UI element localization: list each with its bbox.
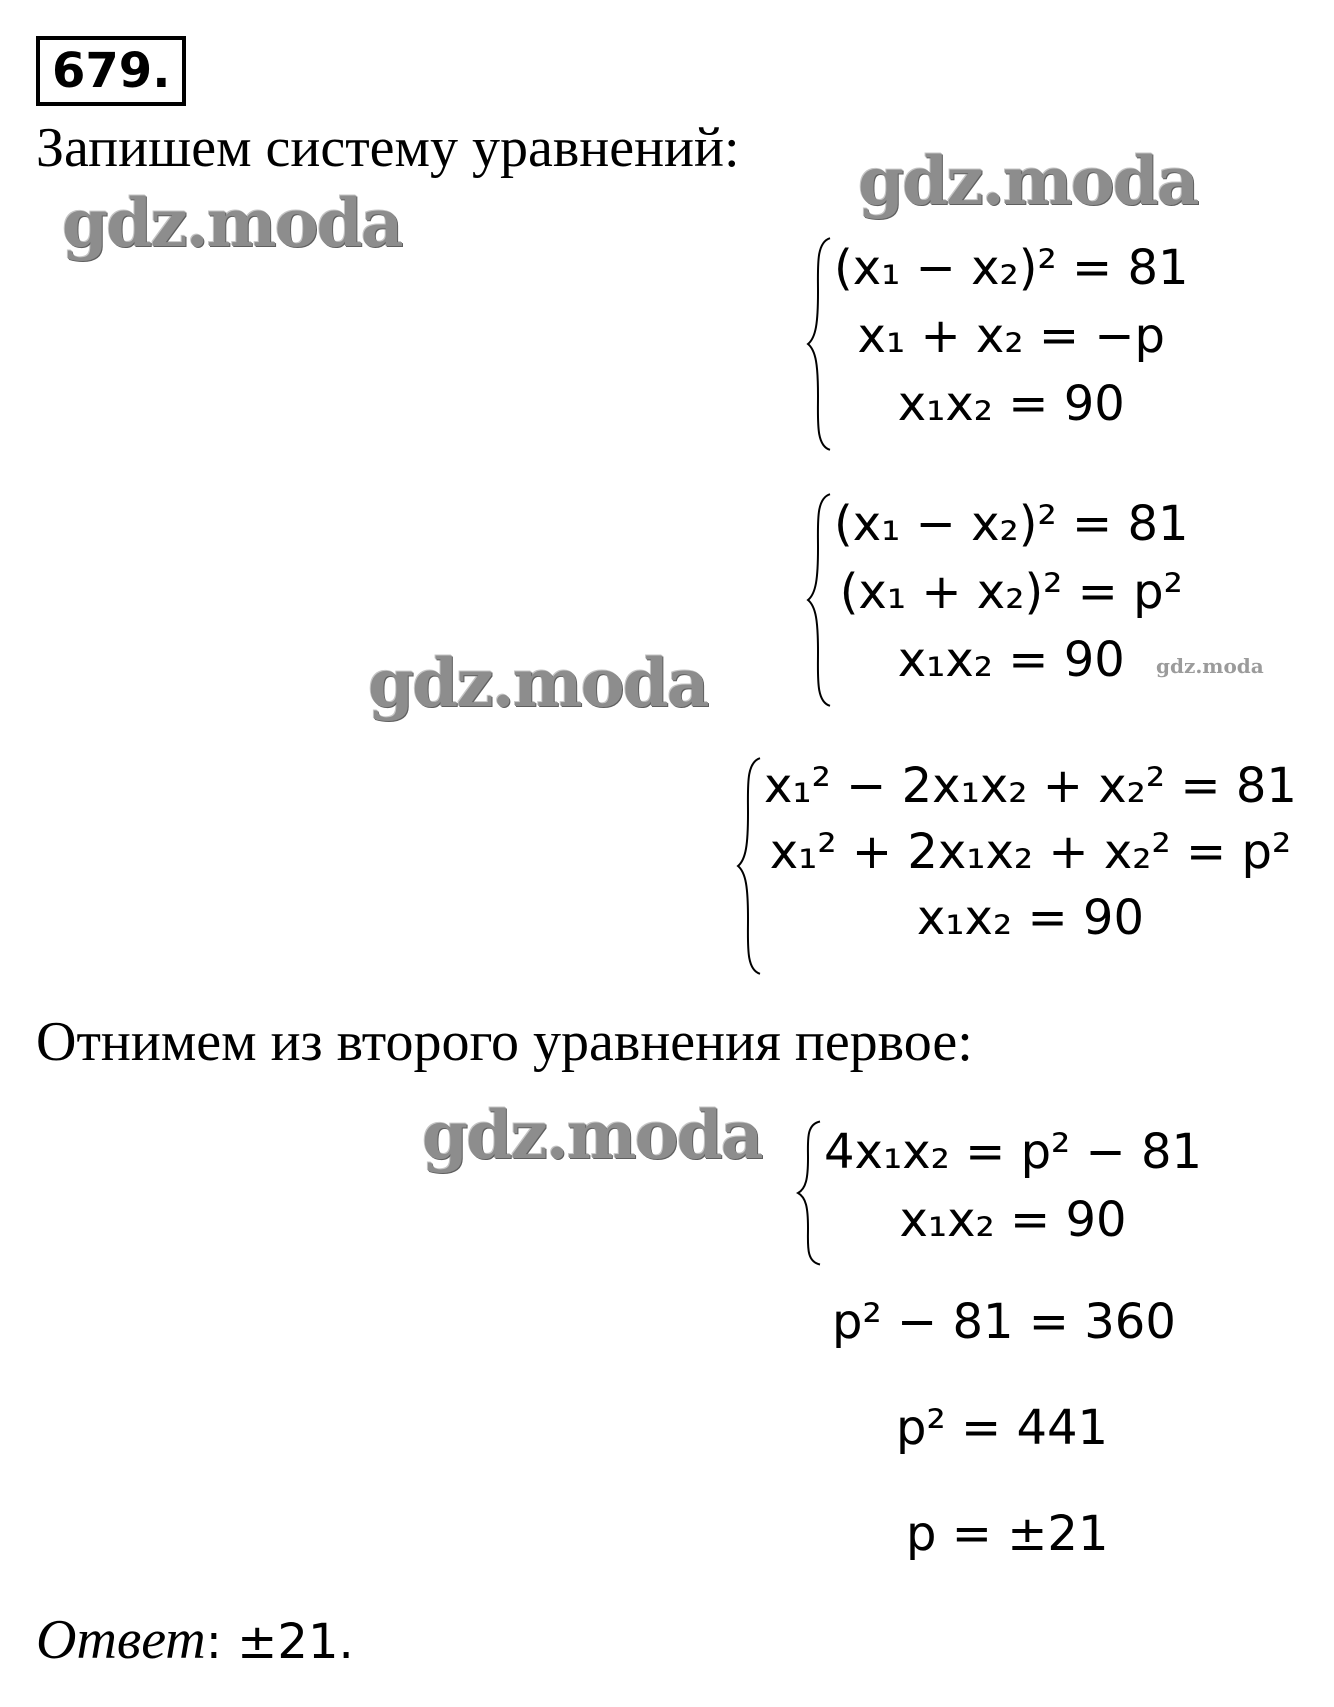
brace-icon xyxy=(806,492,834,708)
brace-icon xyxy=(736,756,764,976)
equation: x₁² + 2x₁x₂ + x₂² = p² xyxy=(769,824,1292,880)
equation: x₁² − 2x₁x₂ + x₂² = 81 xyxy=(764,758,1297,814)
brace-icon xyxy=(796,1120,824,1266)
watermark: gdz.moda xyxy=(858,142,1198,220)
equation: (x₁ − x₂)² = 81 xyxy=(834,496,1189,552)
step-text: Отнимем из второго уравнения первое: xyxy=(36,1011,973,1073)
answer-value: : ±21. xyxy=(205,1614,354,1670)
equation-system-1 xyxy=(806,236,1189,452)
brace-icon xyxy=(806,236,834,452)
equation: x₁x₂ = 90 xyxy=(897,376,1125,432)
equation: (x₁ + x₂)² = p² xyxy=(839,564,1183,620)
equation-system-3 xyxy=(736,756,1297,976)
answer-label: Ответ xyxy=(36,1609,206,1671)
equation: p² − 81 = 360 xyxy=(832,1294,1176,1350)
watermark: gdz.moda xyxy=(1156,654,1264,678)
equation: x₁ + x₂ = −p xyxy=(857,308,1165,364)
watermark: gdz.moda xyxy=(62,184,402,262)
equation: x₁x₂ = 90 xyxy=(916,890,1144,946)
equation: p = ±21 xyxy=(906,1506,1109,1562)
equation: 4x₁x₂ = p² − 81 xyxy=(824,1124,1203,1180)
equation-system-4 xyxy=(796,1120,1202,1266)
intro-text: Запишем систему уравнений: xyxy=(36,117,740,179)
watermark: gdz.moda xyxy=(368,644,708,722)
equation-system-2 xyxy=(806,492,1189,708)
answer xyxy=(36,1608,354,1672)
equation: x₁x₂ = 90 xyxy=(899,1192,1127,1248)
problem-number: 679. xyxy=(36,36,186,106)
equation: (x₁ − x₂)² = 81 xyxy=(834,240,1189,296)
equation: x₁x₂ = 90 xyxy=(897,632,1125,688)
equation: p² = 441 xyxy=(896,1400,1109,1456)
watermark: gdz.moda xyxy=(422,1096,762,1174)
